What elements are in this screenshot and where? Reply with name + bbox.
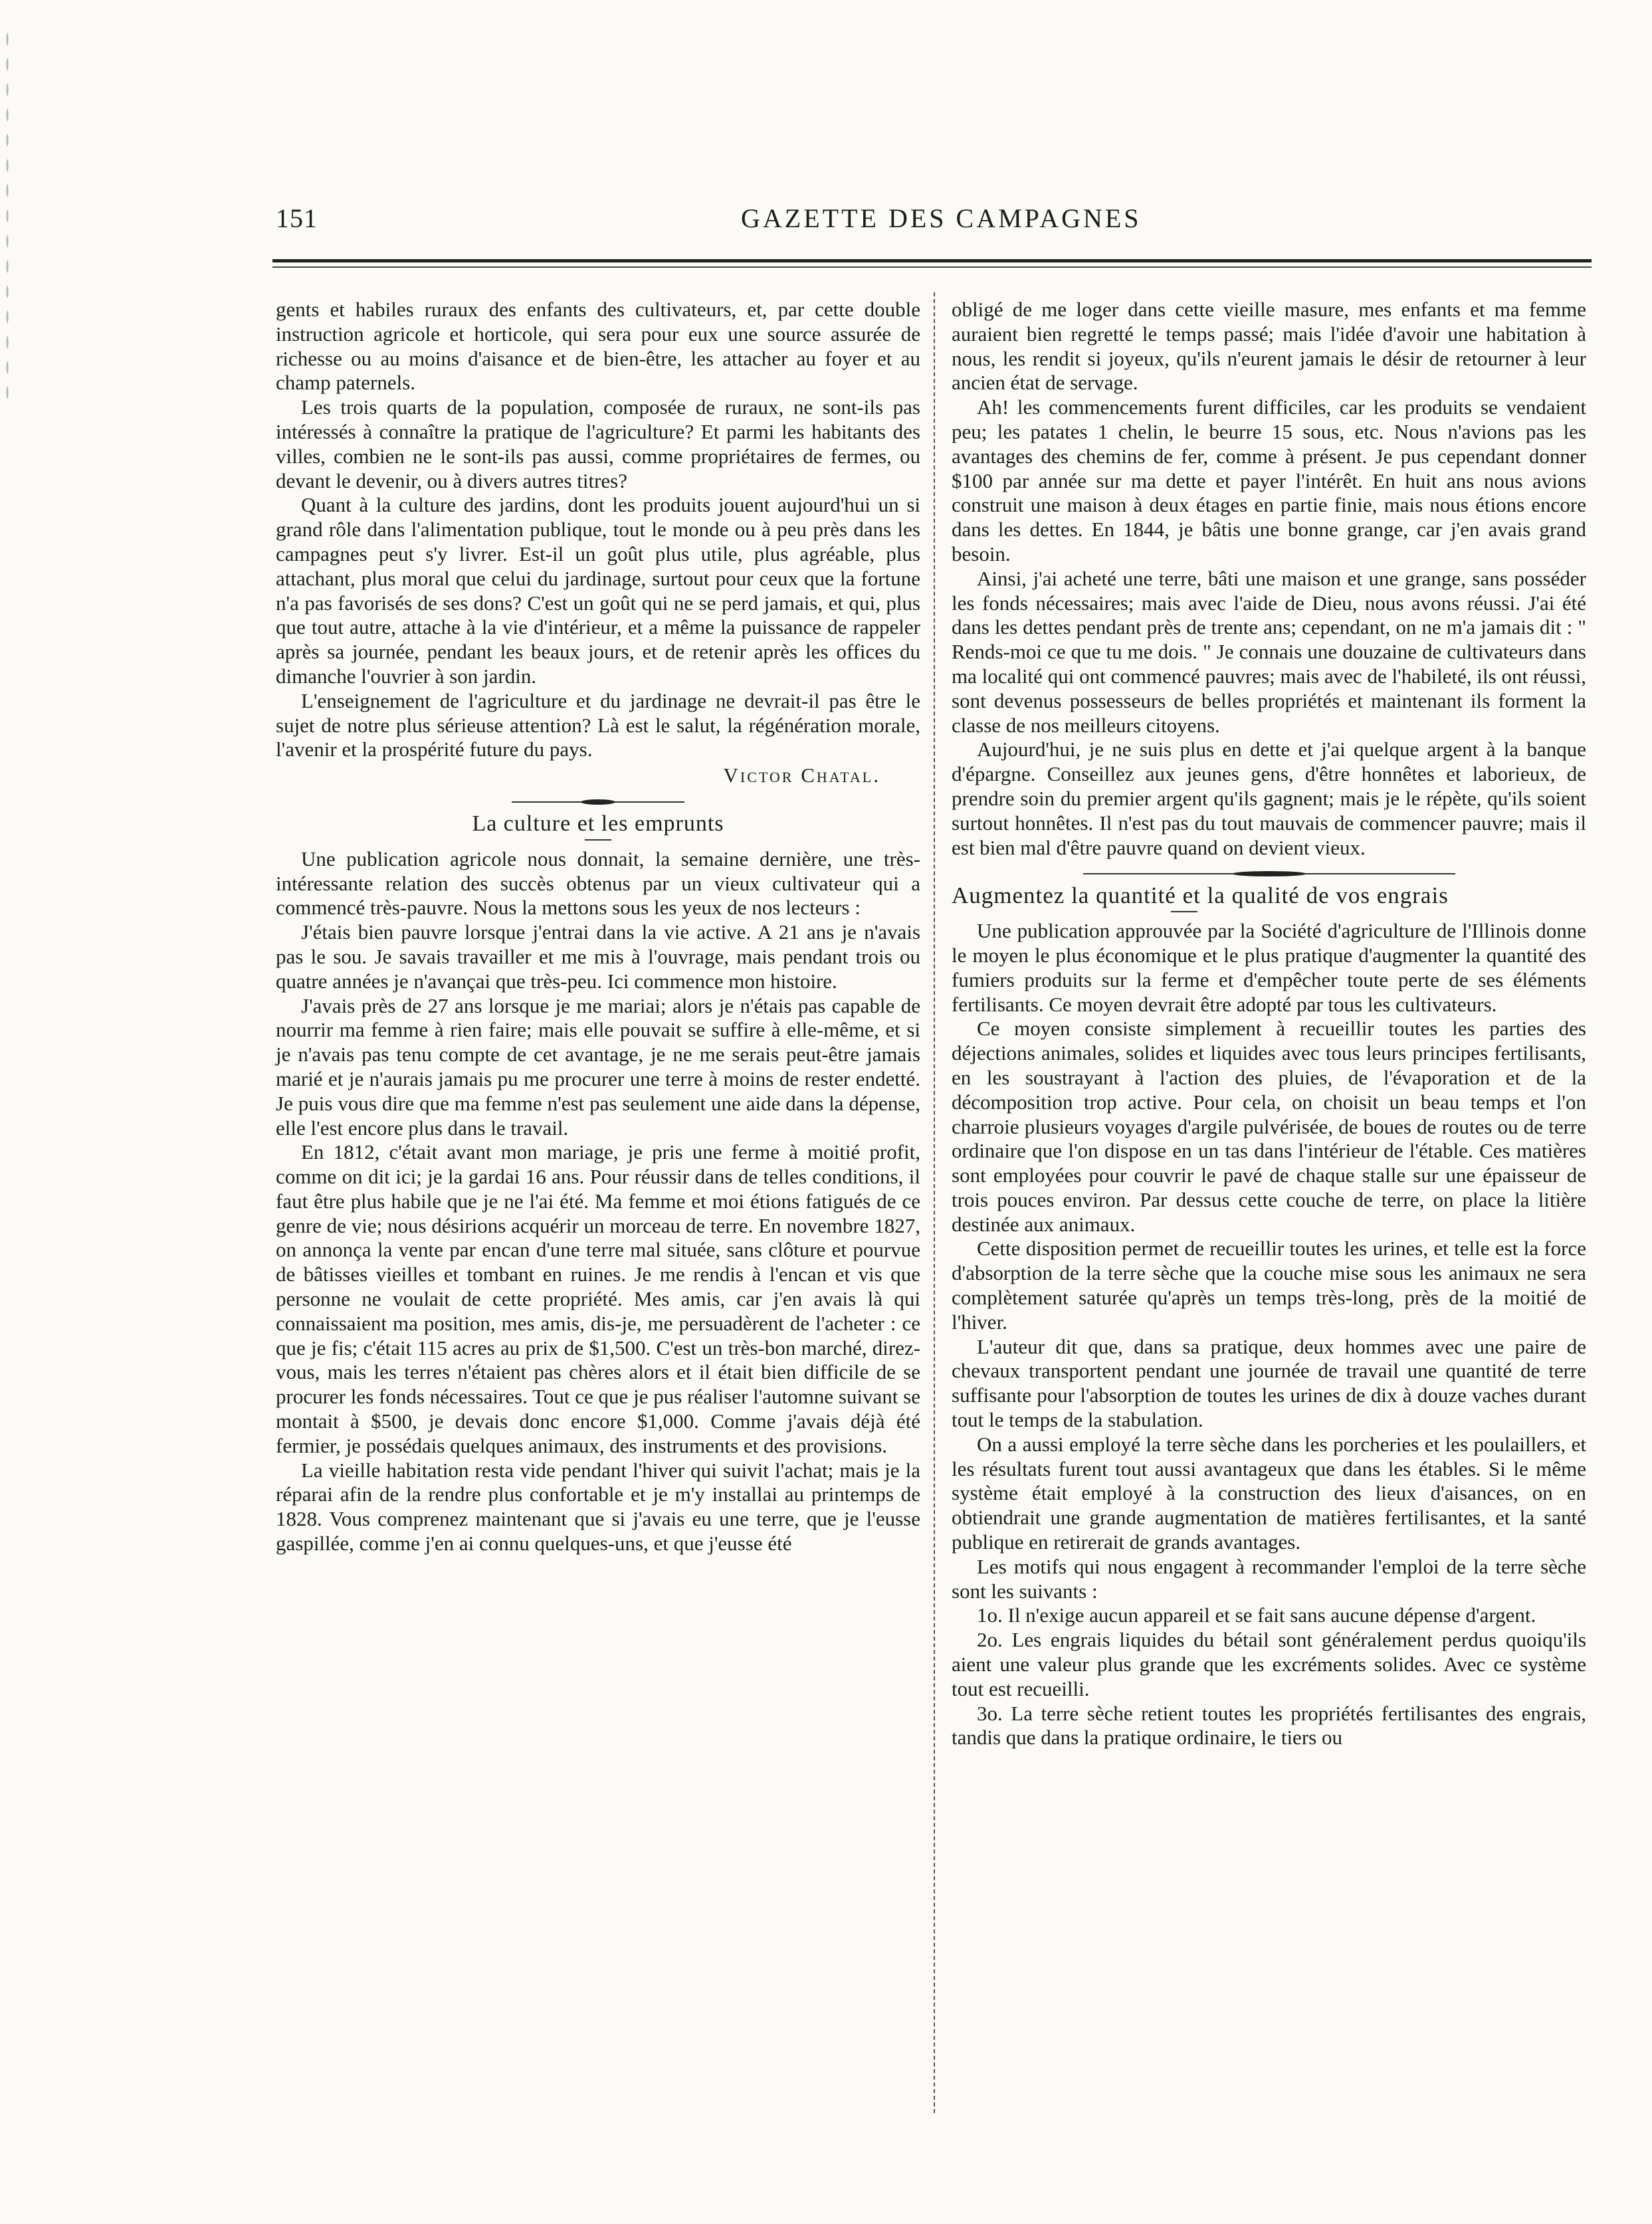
paragraph: Ainsi, j'ai acheté une terre, bâti une maison et une grange, sans posséder les fonds nécessaires; mais avec l'aide de Dieu, nous avons réussi. J'ai été dans les dettes pendant près de trente ans; cependant, on ne m'a jamais dit : " Rends-moi ce que tu me dois. " Je connais une douzaine de cultivateurs dans ma localité qui ont commencé pauvres; mais avec de l'habileté, ils ont réussi, sont devenus possesseurs de belles propriétés et maintenant ils forment la classe de nos meilleurs citoyens. (952, 566, 1586, 737)
paragraph: Les motifs qui nous engagent à recommander l'emploi de la terre sèche sont les suivants : (952, 1554, 1586, 1603)
header-rule (272, 259, 1592, 262)
section-separator (1083, 869, 1455, 878)
journal-title: GAZETTE DES CAMPAGNES (741, 203, 1142, 233)
paragraph: Ce moyen consiste simplement à recueillir toutes les parties des déjections animales, solides et liquides avec tous leurs principes fertilisants, en les soustrayant à l'action des pluies, de l'évaporation et de la décomposition trop active. Pour cela, on choisit un beau temps et l'on charroie plusieurs voyages d'argile pulvérisée, de boues de routes ou de terre ordinaire que l'on dispose en un tas dans l'intérieur de l'étable. Ces matières sont employées pour couvrir le pavé de chaque stalle sur une épaisseur de trois pouces environ. Par dessus cette couche de terre, on place la litière destinée aux animaux. (952, 1017, 1586, 1236)
paragraph: Cette disposition permet de recueillir toutes les urines, et telle est la force d'absorption de la terre sèche que la couche mise sous les animaux ne sera complètement saturée qu'après un temps très-long, près de la moitié de l'hiver. (952, 1237, 1586, 1334)
right-column (952, 298, 1586, 1750)
section-title: Augmentez la quantité et la qualité de vos engrais (952, 882, 1449, 909)
section-separator (512, 797, 684, 807)
header-rule-thin (272, 266, 1592, 268)
scan-margin-dots (5, 27, 9, 399)
left-column (276, 298, 920, 1556)
paragraph: obligé de me loger dans cette vieille masure, mes enfants et ma femme auraient bien regretté le temps passé; mais l'idée d'avoir une habitation à nous, les rendit si joyeux, qu'ils n'eurent jamais le désir de retourner à leur ancien état de servage. (952, 298, 1586, 395)
paragraph: On a aussi employé la terre sèche dans les porcheries et les poulaillers, et les résultats furent tout aussi avantageux que dans les étables. Si le même système était employé à la construction des lieux d'aisances, on en obtiendrait une grande augmentation de matières fertilisantes, et la santé publique en retirerait de grands avantages. (952, 1432, 1586, 1554)
paragraph: gents et habiles ruraux des enfants des cultivateurs, et, par cette double instruction agricole et horticole, qui sera pour eux une source assurée de richesse ou au moins d'aisance et de bien-être, les attacher au foyer et au champ paternels. (276, 298, 920, 395)
paragraph: La vieille habitation resta vide pendant l'hiver qui suivit l'achat; mais je la réparai afin de la rendre plus confortable et je m'y installai au printemps de 1828. Vous comprenez maintenant que si j'avais eu une terre, que je l'eusse gaspillée, comme j'en ai connu quelques-uns, et que j'eusse été (276, 1458, 920, 1556)
paragraph: 3o. La terre sèche retient toutes les propriétés fertilisantes des engrais, tandis que dans la pratique ordinaire, le tiers ou (952, 1701, 1586, 1750)
paragraph: 1o. Il n'exige aucun appareil et se fait sans aucune dépense d'argent. (977, 1603, 1536, 1627)
page-number: 151 (276, 203, 318, 233)
paragraph: 2o. Les engrais liquides du bétail sont généralement perdus quoiqu'ils aient une valeur plus grande que les excréments solides. Avec ce système tout est recueilli. (952, 1628, 1586, 1700)
page-header (276, 203, 1572, 243)
paragraph: Ah! les commencements furent difficiles, car les produits se vendaient peu; les patates 1 chelin, le beurre 15 sous, etc. Nous n'avions pas les avantages des chemins de fer, comme à présent. Je pus cependant donner $100 par année sur ma dette et payer l'intérêt. En huit ans nous avions construit une maison à deux étages en partie finie, mais nous étions encore dans les dettes. En 1844, je bâtis une bonne grange, car j'en avais grand besoin. (952, 395, 1586, 565)
paragraph: L'enseignement de l'agriculture et du jardinage ne devrait-il pas être le sujet de notre plus sérieuse attention? Là est le salut, la régénération morale, l'avenir et la prospérité future du pays. (276, 688, 920, 761)
title-underline (1171, 911, 1197, 912)
paragraph: Les trois quarts de la population, composée de ruraux, ne sont-ils pas intéressés à connaître la pratique de l'agriculture? Et parmi les habitants des villes, combien ne le sont-ils pas aussi, comme propriétaires de fermes, ou devant le devenir, ou à divers autres titres? (276, 395, 920, 492)
section-title: La culture et les emprunts (472, 811, 724, 836)
paragraph: Quant à la culture des jardins, dont les produits jouent aujourd'hui un si grand rôle dans l'alimentation publique, tout le monde ou à peu près dans les campagnes peut s'y livrer. Est-il un goût plus utile, plus agréable, plus attachant, plus moral que celui du jardinage, surtout pour ceux que la fortune n'a pas favorisés de ses dons? C'est un goût qui ne se perd jamais, et qui, plus que tout autre, attache à la vie d'intérieur, et a même la puissance de rappeler après sa journée, pendant les beaux jours, et de retenir après les offices du dimanche l'ouvrier à son jardin. (276, 493, 920, 688)
paragraph: Aujourd'hui, je ne suis plus en dette et j'ai quelque argent à la banque d'épargne. Conseillez aux jeunes gens, d'être honnêtes et laborieux, de prendre soin du premier argent qu'ils gagnent; mais je le répète, qu'ils soient surtout honnêtes. Il n'est pas du tout mauvais de commencer pauvre; mais il est bien mal d'être pauvre quand on devient vieux. (952, 738, 1586, 859)
paragraph: J'avais près de 27 ans lorsque je me mariai; alors je n'étais pas capable de nourrir ma femme à rien faire; mais elle pouvait se suffire à elle-même, et si je n'avais pas tenu compte de cet avantage, je ne me serais peut-être jamais marié et je n'aurais jamais pu me procurer une terre à moins de rester endetté. Je puis vous dire que ma femme n'est pas seulement une aide dans la dépense, elle l'est encore plus dans le travail. (276, 993, 920, 1140)
title-underline (585, 839, 611, 841)
author-signature: Victor Chatal. (723, 763, 880, 787)
paragraph: Une publication approuvée par la Société d'agriculture de l'Illinois donne le moyen le plus économique et le plus pratique d'augmenter la quantité des fumiers produits sur la ferme et d'empêcher toute perte de ses éléments fertilisants. Ce moyen devrait être adopté par tous les cultivateurs. (952, 919, 1586, 1016)
paragraph: En 1812, c'était avant mon mariage, je pris une ferme à moitié profit, comme on dit ici; je la gardai 16 ans. Pour réussir dans de telles conditions, il faut être plus habile que je ne l'ai été. Ma femme et moi étions fatigués de ce genre de vie; nous désirions acquérir un morceau de terre. En novembre 1827, on annonça la vente par encan d'une terre mal située, sans clôture et pourvue de bâtisses vieilles et tombant en ruines. Je me rendis à l'encan et vis que personne ne voulait de cette propriété. Mes amis, car j'en avais là qui connaissaient ma position, mes amis, dis-je, me persuadèrent de l'acheter : ce que je fis; c'était 115 acres au prix de $1,500. C'est un très-bon marché, direz-vous, mais les terres n'étaient pas chères alors et il était bien difficile de se procurer les fonds nécessaires. Tout ce que je pus réaliser l'automne suivant se montait à $500, je devais donc encore $1,000. Comme j'avais déjà été fermier, je possédais quelques animaux, des instruments et des provisions. (276, 1140, 920, 1457)
paragraph: J'étais bien pauvre lorsque j'entrai dans la vie active. A 21 ans je n'avais pas le sou. Je savais travailler et me mis à l'ouvrage, mais pendant trois ou quatre années je n'avançai que très-peu. Ici commence mon histoire. (276, 920, 920, 993)
paragraph: Une publication agricole nous donnait, la semaine dernière, une très-intéressante relation des succès obtenus par un vieux cultivateur qui a commencé très-pauvre. Nous la mettons sous les yeux de nos lecteurs : (276, 847, 920, 920)
column-divider (934, 292, 935, 2113)
paragraph: L'auteur dit que, dans sa pratique, deux hommes avec une paire de chevaux transportent pendant une journée de travail une quantité de terre suffisante pour l'absorption de toutes les urines de dix à douze vaches durant tout le temps de la stabulation. (952, 1334, 1586, 1432)
